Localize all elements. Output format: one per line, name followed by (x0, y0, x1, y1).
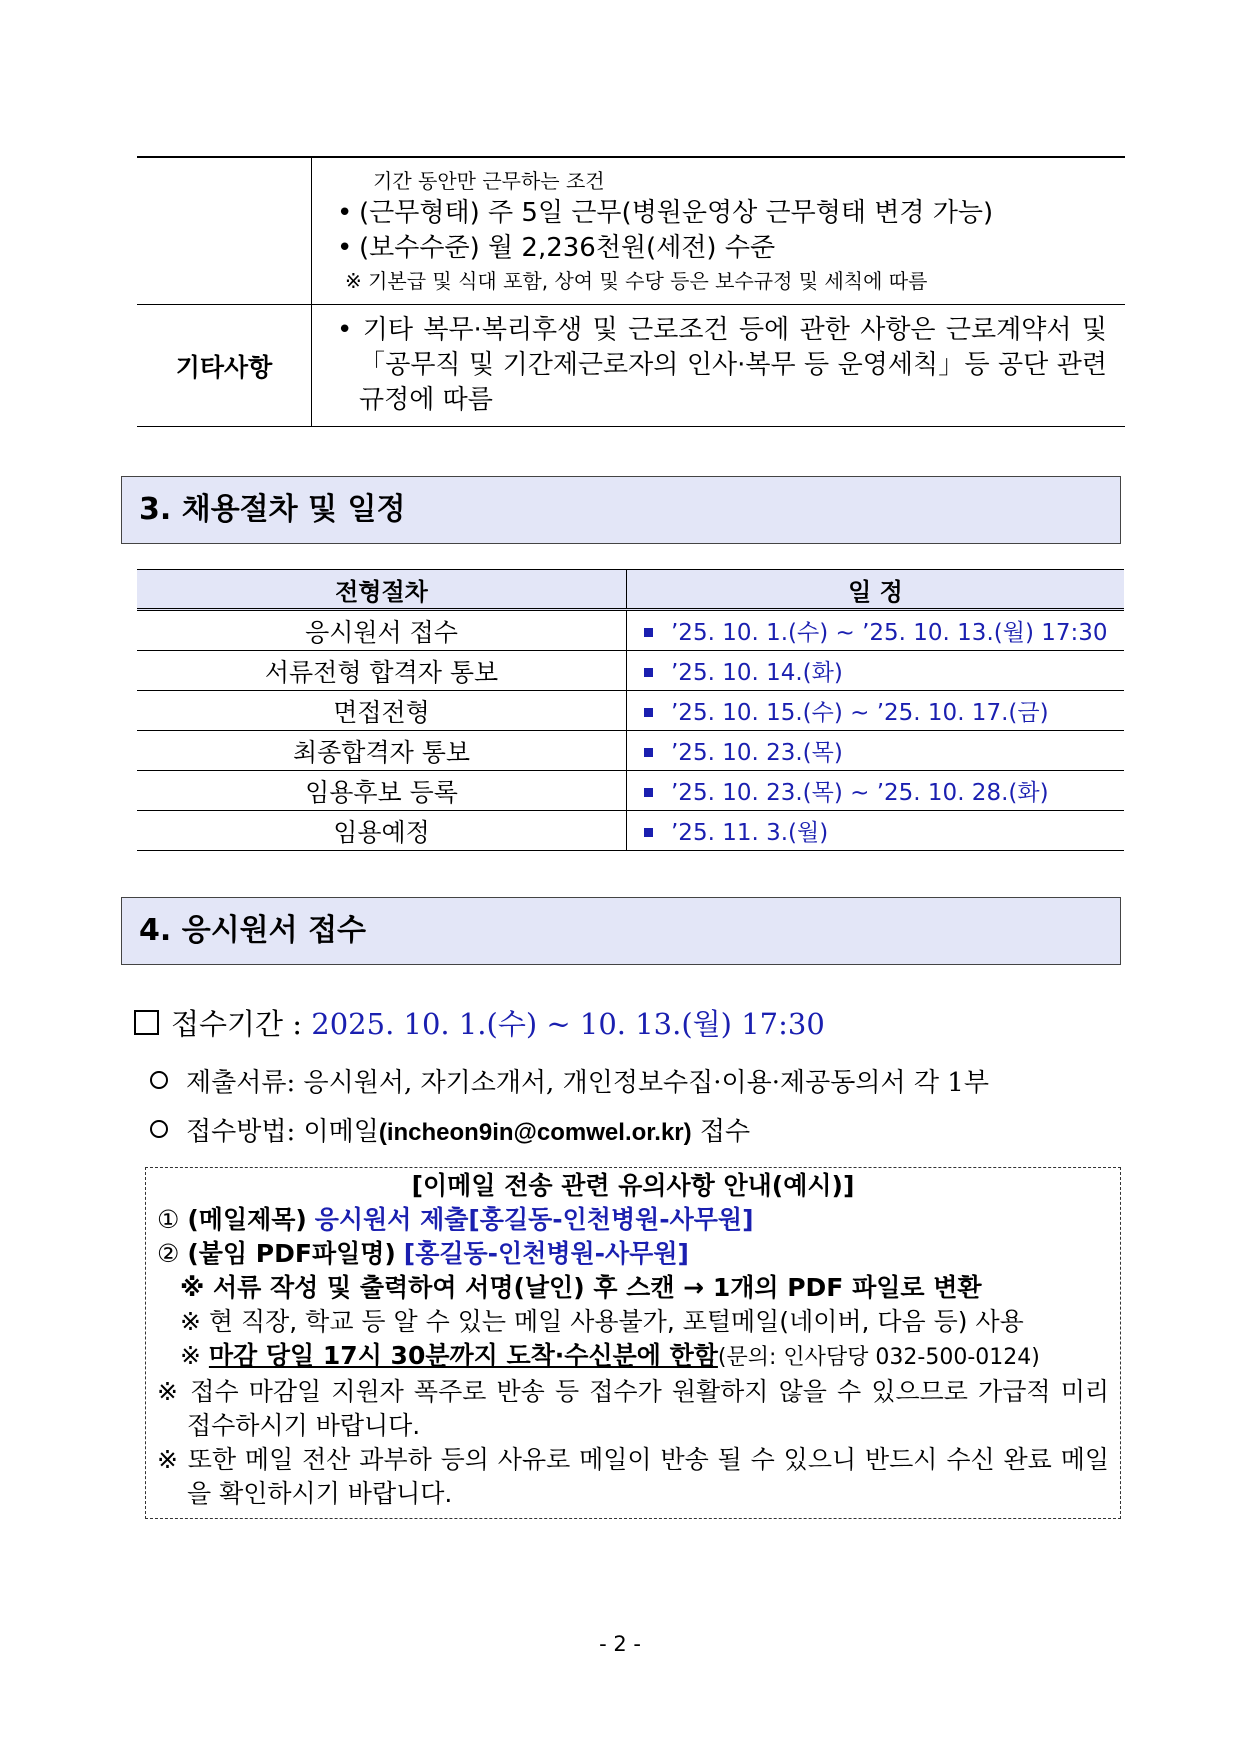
step-cell: 최종합격자 통보 (137, 731, 627, 771)
email-address: (incheon9in@comwel.or.kr) (378, 1119, 692, 1146)
step-cell: 서류전형 합격자 통보 (137, 651, 627, 691)
period-label: 접수기간 : (171, 1007, 303, 1041)
circle-bullet-icon (150, 1071, 168, 1089)
notice-line-portal: ※ 현 직장, 학교 등 알 수 있는 메일 사용불가, 포털메일(네이버, 다음 등) 사용 (180, 1307, 1024, 1336)
date-cell: ’25. 10. 23.(목) ~ ’25. 10. 28.(화) (671, 780, 1049, 806)
etc-line-2: 「공무직 및 기간제근로자의 인사·복무 등 운영세칙」등 공단 관련 (359, 350, 1107, 380)
subject-label: (메일제목) (187, 1205, 307, 1234)
docs-text: 제출서류: 응시원서, 자기소개서, 개인정보수집·이용·제공동의서 각 1부 (186, 1068, 989, 1098)
square-bullet-icon (644, 708, 653, 717)
notice-line-deadline: ※ 마감 당일 17시 30분까지 도착·수신분에 한함(문의: 인사담당 032-500-0124) (180, 1341, 1040, 1370)
schedule-table (137, 569, 1124, 851)
submission-method (150, 1112, 750, 1153)
pay-note: ※ 기본급 및 식대 포함, 상여 및 수당 등은 보수규정 및 세칙에 따름 (345, 269, 928, 293)
etc-content (312, 305, 1126, 427)
square-bullet-icon (644, 628, 653, 637)
bullet: • (337, 315, 353, 345)
pay-text: (보수수준) 월 2,236천원(세전) 수준 (359, 233, 776, 263)
etc-line-1: • 기타 복무·복리후생 및 근로조건 등에 관한 사항은 근로계약서 및 (337, 315, 1107, 345)
work-type-text: (근무형태) 주 5일 근무(병원운영상 근무형태 변경 가능) (359, 198, 994, 228)
date-cell: ’25. 10. 23.(목) (671, 740, 843, 766)
circle-bullet-icon (150, 1120, 168, 1138)
conditions-row-etc (137, 305, 1125, 427)
filename-label: (붙임 PDF파일명) (187, 1239, 396, 1268)
deadline-text: 마감 당일 17시 30분까지 도착·수신분에 한함 (208, 1341, 718, 1370)
conditions-content (312, 157, 1126, 305)
filename-value: [홍길동-인천병원-사무원] (403, 1239, 689, 1268)
application-period (134, 1002, 825, 1046)
table-row (137, 771, 1124, 811)
table-row (137, 610, 1124, 651)
notice-title: [이메일 전송 관련 유의사항 안내(예시)] (411, 1171, 855, 1200)
section-4-header: 4. 응시원서 접수 (121, 897, 1121, 965)
pay-item (337, 231, 1107, 266)
step-cell: 면접전형 (137, 691, 627, 731)
notice-line-early: ※ 접수 마감일 지원자 폭주로 반송 등 접수가 원활하지 않을 수 있으므로 가급적 미리 접수하시기 바랍니다. (157, 1377, 1109, 1440)
date-cell: ’25. 11. 3.(월) (671, 820, 829, 846)
step-cell: 임용예정 (137, 811, 627, 851)
step-cell: 임용후보 등록 (137, 771, 627, 811)
notice-line-confirm: ※ 또한 메일 전산 과부하 등의 사유로 메일이 반송 될 수 있으니 반드시 수신 완료 메일을 확인하시기 바랍니다. (157, 1445, 1109, 1508)
conditions-table (137, 156, 1125, 427)
notice-line-subject: ① (메일제목) 응시원서 제출[홍길동-인천병원-사무원] (157, 1205, 754, 1234)
date-cell: ’25. 10. 1.(수) ~ ’25. 10. 13.(월) 17:30 (671, 620, 1108, 646)
schedule-header-row (137, 570, 1124, 610)
table-row (137, 731, 1124, 771)
etc-line-3: 규정에 따름 (359, 385, 493, 415)
table-row (137, 811, 1124, 851)
notice-line-filename: ② (붙임 PDF파일명) [홍길동-인천병원-사무원] (157, 1239, 689, 1268)
date-cell: ’25. 10. 15.(수) ~ ’25. 10. 17.(금) (671, 700, 1049, 726)
table-row (137, 691, 1124, 731)
notice-line-scan: ※ 서류 작성 및 출력하여 서명(날인) 후 스캔 → 1개의 PDF 파일로 변환 (180, 1273, 982, 1302)
email-notice-box (145, 1167, 1121, 1519)
square-bullet-icon (644, 788, 653, 797)
header-date: 일 정 (627, 570, 1125, 610)
continuation-text: 기간 동안만 근무하는 조건 (373, 169, 605, 193)
header-step: 전형절차 (137, 570, 627, 610)
bullet: • (337, 198, 353, 228)
etc-label: 기타사항 (137, 305, 312, 427)
step-cell: 응시원서 접수 (137, 610, 627, 651)
date-cell: ’25. 10. 14.(화) (671, 660, 843, 686)
table-row (137, 651, 1124, 691)
page-number: - 2 - (599, 1632, 641, 1656)
bullet: • (337, 233, 353, 263)
checkbox-icon (134, 1010, 159, 1035)
conditions-row-work (137, 157, 1125, 305)
work-type-item (337, 196, 1107, 231)
conditions-label-empty (137, 157, 312, 305)
contact-text: (문의: 인사담당 032-500-0124) (717, 1345, 1040, 1370)
period-value: 2025. 10. 1.(수) ~ 10. 13.(월) 17:30 (311, 1007, 825, 1041)
square-bullet-icon (644, 828, 653, 837)
submission-docs (150, 1063, 989, 1103)
method-prefix: 접수방법: 이메일 (186, 1117, 379, 1147)
square-bullet-icon (644, 668, 653, 677)
method-suffix: 접수 (691, 1117, 751, 1147)
subject-value: 응시원서 제출[홍길동-인천병원-사무원] (314, 1205, 754, 1234)
square-bullet-icon (644, 748, 653, 757)
section-3-header: 3. 채용절차 및 일정 (121, 476, 1121, 544)
